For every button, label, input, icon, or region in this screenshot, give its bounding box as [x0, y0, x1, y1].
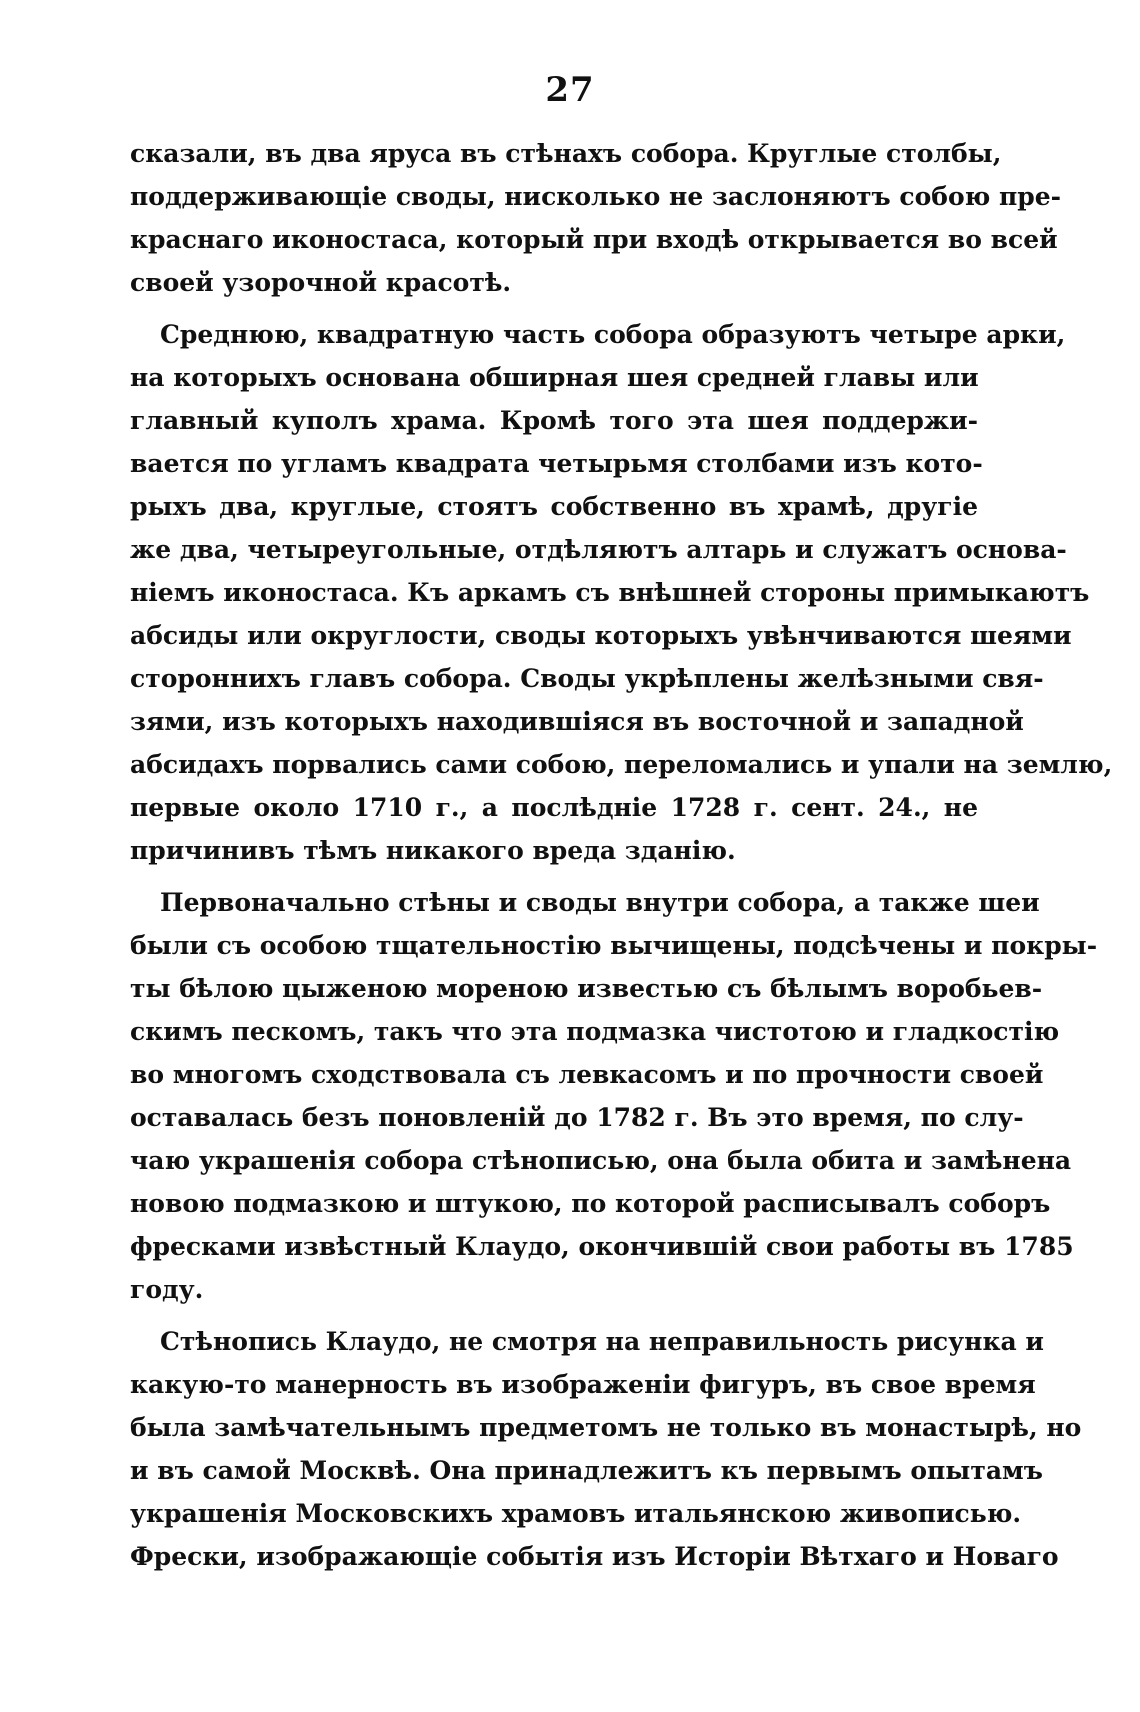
paragraph-gap [130, 872, 978, 881]
text-line: оставалась безъ поновленій до 1782 г. Въ это время, по слу- [130, 1103, 1024, 1132]
body-text [130, 132, 1113, 1578]
text-line: новою подмазкою и штукою, по которой расписывалъ соборъ [130, 1189, 1051, 1218]
text-line: Среднюю, квадратную часть собора образуютъ четыре арки, [160, 320, 1066, 349]
text-line: украшенія Московскихъ храмовъ итальянскою живописью. [130, 1499, 1022, 1528]
page-number: 27 [545, 70, 595, 110]
text-line: какую-то манерность въ изображеніи фигуръ, въ свое время [130, 1370, 1036, 1399]
text-line: зями, изъ которыхъ находившіяся въ восточной и западной [130, 707, 1024, 736]
text-line: были съ особою тщательностію вычищены, подсѣчены и покры- [130, 931, 1098, 960]
text-line: поддерживающіе своды, нисколько не заслоняютъ собою пре- [130, 182, 1062, 211]
text-line: Стѣнопись Клаудо, не смотря на неправильность рисунка и [160, 1327, 1044, 1356]
text-line: стороннихъ главъ собора. Своды укрѣплены желѣзными свя- [130, 664, 1044, 693]
text-line: и въ самой Москвѣ. Она принадлежитъ къ первымъ опытамъ [130, 1456, 1043, 1485]
text-line: главный куполъ храма. Кромѣ того эта шея поддержи- [130, 406, 978, 435]
text-line: абсидахъ порвались сами собою, переломались и упали на землю, [130, 750, 1113, 779]
text-line: Первоначально стѣны и своды внутри собора, а также шеи [160, 888, 1040, 917]
text-line: году. [130, 1275, 204, 1304]
paragraph [130, 313, 1113, 872]
text-line: фресками извѣстный Клаудо, окончившій свои работы въ 1785 [130, 1232, 1074, 1261]
paragraph [130, 881, 1098, 1311]
text-line: ніемъ иконостаса. Къ аркамъ съ внѣшней стороны примыкаютъ [130, 578, 1090, 607]
text-line: была замѣчательнымъ предметомъ не только въ монастырѣ, но [130, 1413, 1082, 1442]
text-line: Фрески, изображающіе событія изъ Исторіи Вѣтхаго и Новаго [130, 1542, 1059, 1571]
text-line: своей узорочной красотѣ. [130, 268, 512, 297]
text-line: абсиды или округлости, своды которыхъ увѣнчиваются шеями [130, 621, 1072, 650]
text-line: чаю украшенія собора стѣнописью, она была обита и замѣнена [130, 1146, 1072, 1175]
text-line: вается по угламъ квадрата четырьмя столбами изъ кото- [130, 449, 983, 478]
text-line: на которыхъ основана обширная шея средней главы или [130, 363, 979, 392]
text-line: рыхъ два, круглые, стоятъ собственно въ храмѣ, другіе [130, 492, 978, 521]
text-line: во многомъ сходствовала съ левкасомъ и по прочности своей [130, 1060, 1044, 1089]
text-line: скимъ пескомъ, такъ что эта подмазка чистотою и гладкостію [130, 1017, 1060, 1046]
text-line: ты бѣлою цыженою мореною известью съ бѣлымъ воробьев- [130, 974, 1043, 1003]
text-line: первые около 1710 г., а послѣдніе 1728 г. сент. 24., не [130, 793, 978, 822]
paragraph [130, 132, 1062, 304]
text-line: краснаго иконостаса, который при входѣ открывается во всей [130, 225, 1058, 254]
text-line: же два, четыреугольные, отдѣляютъ алтарь и служатъ основа- [130, 535, 1067, 564]
text-line: причинивъ тѣмъ никакого вреда зданію. [130, 836, 736, 865]
paragraph [130, 1320, 1082, 1578]
text-line: сказали, въ два ярyса въ стѣнахъ собора. Круглые столбы, [130, 139, 1002, 168]
paragraph-gap [130, 1311, 978, 1320]
paragraph-gap [130, 304, 978, 313]
